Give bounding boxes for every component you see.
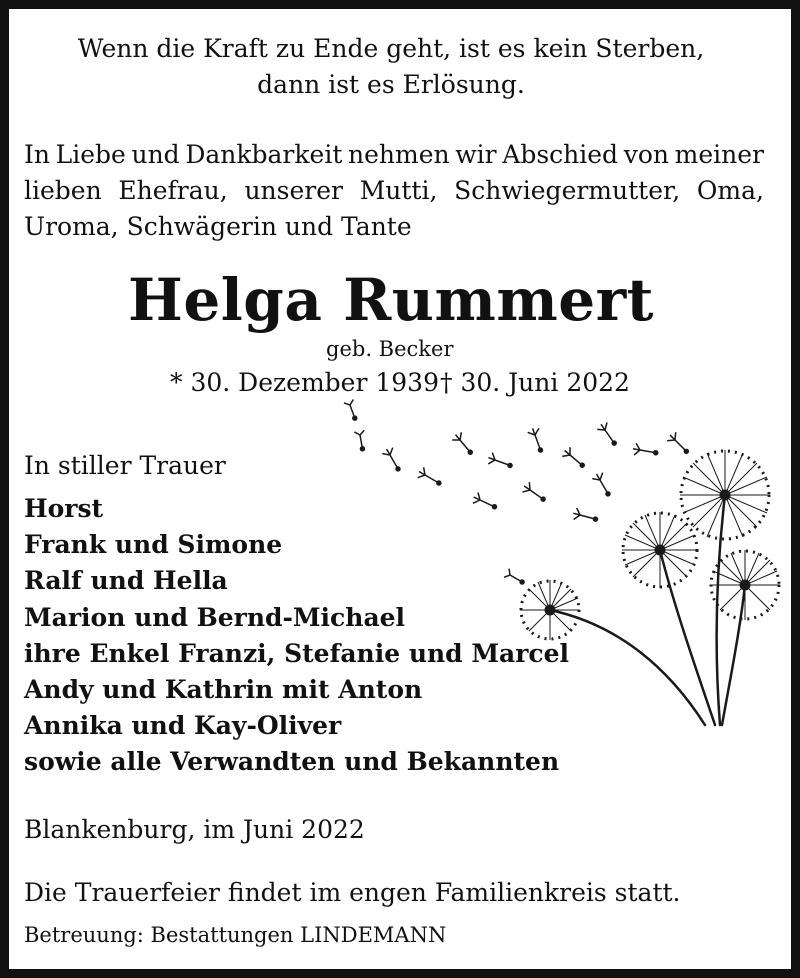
intro-word: nehmen	[348, 140, 450, 169]
intro-line-3: Uroma, Schwägerin und Tante	[24, 212, 412, 241]
mourner-name: sowie alle Verwandten und Bekannten	[24, 747, 560, 776]
ceremony-note: Die Trauerfeier findet im engen Familienkreis statt.	[24, 878, 681, 907]
intro-word: lieben	[24, 176, 102, 205]
intro-word: meiner	[674, 140, 764, 169]
maiden-name: geb. Becker	[326, 337, 454, 361]
mourner-name: Marion und Bernd-Michael	[24, 603, 406, 632]
poem-line-1: Wenn die Kraft zu Ende geht, ist es kein Sterben,	[77, 34, 705, 63]
intro-word: und	[131, 140, 180, 169]
funeral-home: Betreuung: Bestattungen LINDEMANN	[24, 923, 447, 947]
intro-word: Liebe	[55, 140, 126, 169]
birth-date: * 30. Dezember 1939	[170, 368, 439, 397]
mourner-name: Annika und Kay-Oliver	[24, 711, 342, 740]
death-date: † 30. Juni 2022	[440, 368, 630, 397]
intro-word: Oma,	[696, 176, 764, 205]
mourner-name: Andy und Kathrin mit Anton	[24, 675, 423, 704]
mourner-name: Horst	[24, 494, 104, 523]
intro-word: Ehefrau,	[118, 176, 228, 205]
intro-word: unserer	[244, 176, 343, 205]
intro-word: Dankbarkeit	[185, 140, 343, 169]
mourners-heading: In stiller Trauer	[24, 451, 226, 480]
intro-word: Schwiegermutter,	[454, 176, 681, 205]
intro-word: In	[24, 140, 50, 169]
intro-word: wir	[455, 140, 497, 169]
mourner-name: Frank und Simone	[24, 530, 283, 559]
poem-line-2: dann ist es Erlösung.	[257, 70, 525, 99]
intro-line-1	[24, 140, 764, 170]
place-date: Blankenburg, im Juni 2022	[24, 815, 365, 844]
intro-line-2	[24, 176, 764, 206]
deceased-name: Helga Rummert	[128, 266, 654, 334]
mourner-name: ihre Enkel Franzi, Stefanie und Marcel	[24, 639, 570, 668]
intro-word: von	[623, 140, 669, 169]
mourner-name: Ralf und Hella	[24, 566, 228, 595]
intro-word: Mutti,	[359, 176, 438, 205]
intro-word: Abschied	[502, 140, 619, 169]
